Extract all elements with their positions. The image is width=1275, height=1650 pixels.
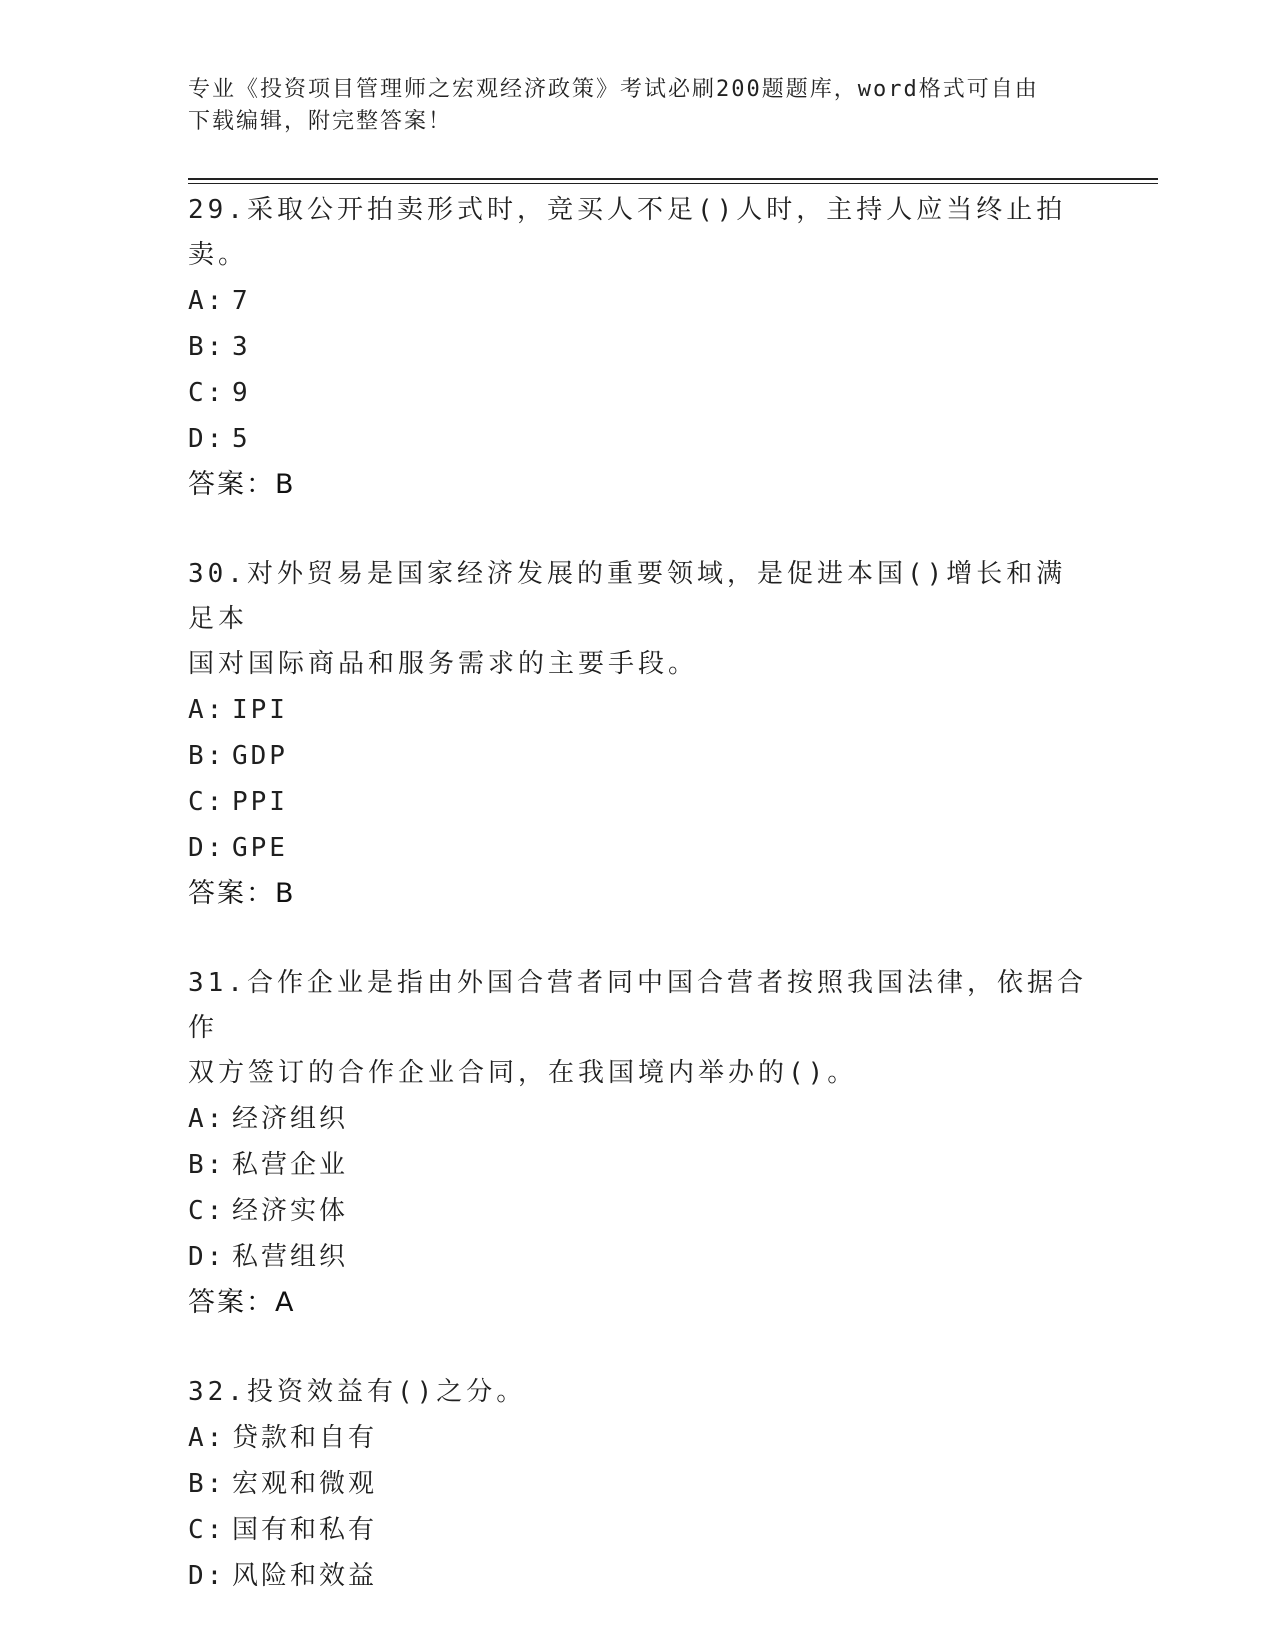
option-d [188,416,1088,462]
option-a [188,1096,1088,1142]
option-text: IPI [232,695,288,725]
option-a [188,687,1088,733]
option-letter: A: [188,1423,226,1453]
option-text: 9 [232,378,251,408]
option-letter: A: [188,1104,226,1134]
option-b [188,324,1088,370]
header-divider-thick [188,178,1158,180]
answer-line: 答案：B [188,878,296,909]
option-b [188,1142,1088,1188]
option-a [188,278,1088,324]
option-letter: B: [188,332,226,362]
question-stem-line: 30.对外贸易是国家经济发展的重要领域，是促进本国()增长和满足本 [188,559,1067,634]
answer-line: 答案：A [188,1287,296,1318]
option-letter: B: [188,741,226,771]
option-letter: B: [188,1150,226,1180]
header-divider-thin [188,183,1158,184]
question-stem-line: 国对国际商品和服务需求的主要手段。 [188,649,699,679]
option-letter: D: [188,833,226,863]
question-stem [188,188,1088,278]
option-text: PPI [232,787,288,817]
option-text: 经济组织 [232,1104,349,1134]
option-letter: A: [188,286,226,316]
option-b [188,733,1088,779]
option-c [188,1507,1088,1553]
option-letter: C: [188,1196,226,1226]
option-text: 宏观和微观 [232,1469,378,1499]
option-c [188,1188,1088,1234]
header-line-2: 下载编辑，附完整答案！ [188,109,453,134]
option-letter: C: [188,1515,226,1545]
question-stem [188,552,1088,687]
question-list [188,188,1088,1643]
answer-line: 答案：B [188,469,296,500]
question-stem-line: 31.合作企业是指由外国合营者同中国合营者按照我国法律，依据合作 [188,968,1087,1043]
option-text: GPE [232,833,288,863]
question-29 [188,188,1088,508]
option-text: GDP [232,741,288,771]
option-d [188,1553,1088,1599]
question-30 [188,552,1088,917]
option-letter: A: [188,695,226,725]
option-letter: D: [188,424,226,454]
question-stem-line: 双方签订的合作企业合同，在我国境内举办的()。 [188,1058,858,1088]
option-text: 贷款和自有 [232,1423,378,1453]
option-letter: B: [188,1469,226,1499]
document-header [188,74,1068,138]
question-32 [188,1370,1088,1599]
question-stem [188,961,1088,1096]
option-letter: D: [188,1561,226,1591]
option-c [188,370,1088,416]
option-text: 7 [232,286,251,316]
question-stem [188,1370,1088,1415]
option-text: 5 [232,424,251,454]
question-31 [188,961,1088,1326]
option-c [188,779,1088,825]
option-d [188,1234,1088,1280]
option-letter: C: [188,378,226,408]
question-stem-line: 29.采取公开拍卖形式时，竞买人不足()人时，主持人应当终止拍卖。 [188,195,1067,270]
option-letter: D: [188,1242,226,1272]
option-b [188,1461,1088,1507]
header-line-1: 专业《投资项目管理师之宏观经济政策》考试必刷200题题库，word格式可自由 [188,77,1039,102]
option-a [188,1415,1088,1461]
option-d [188,825,1088,871]
question-stem-line: 32.投资效益有()之分。 [188,1377,527,1407]
option-text: 私营组织 [232,1242,349,1272]
option-text: 国有和私有 [232,1515,378,1545]
option-text: 风险和效益 [232,1561,378,1591]
option-letter: C: [188,787,226,817]
option-text: 经济实体 [232,1196,349,1226]
option-text: 3 [232,332,251,362]
option-text: 私营企业 [232,1150,349,1180]
